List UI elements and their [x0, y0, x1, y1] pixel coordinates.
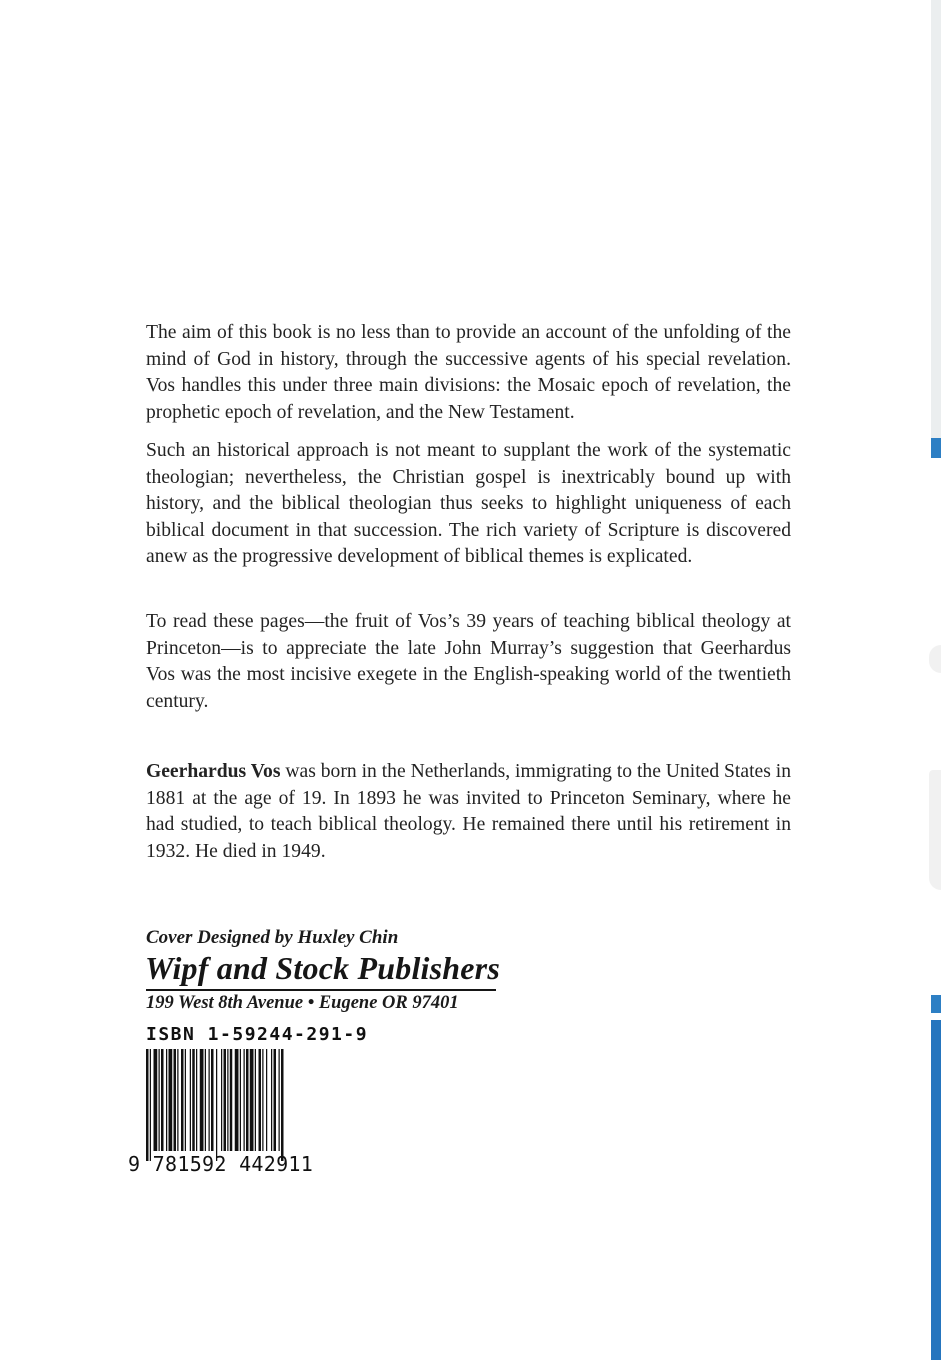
barcode-bar [230, 1049, 233, 1151]
barcode-bar [259, 1049, 262, 1151]
isbn-label: ISBN 1-59244-291-9 [146, 1024, 369, 1045]
barcode-bar [266, 1049, 267, 1151]
author-bio-text [146, 759, 791, 865]
barcode-bar [185, 1049, 186, 1151]
description-paragraph-3 [146, 609, 791, 715]
description-text: To read these pages—the fruit of Vos’s 39 years of teaching biblical theology at Princeton—is to appreciate the late John Murray’s suggestion that Geerhardus Vos was the most incisive exegete in the English-speaking world of the twentieth century. [146, 611, 791, 712]
barcode-bar [227, 1049, 228, 1151]
publisher-address: 199 West 8th Avenue • Eugene OR 97401 [146, 993, 459, 1013]
barcode-bar [281, 1049, 284, 1161]
description-paragraph-2 [146, 438, 791, 571]
barcode-bar [235, 1049, 239, 1151]
barcode-bar [250, 1049, 254, 1151]
description-paragraph-1 [146, 320, 791, 426]
cover-design-credit: Cover Designed by Huxley Chin [146, 927, 399, 948]
barcode-bar [154, 1049, 158, 1151]
barcode-bar [240, 1049, 241, 1151]
barcode-bar [224, 1049, 227, 1151]
barcode-bar [169, 1049, 173, 1151]
description-text: Such an historical approach is not meant to supplant the work of the systematic theologian; nevertheless, the Christian gospel is inextricably bound up with history, and the biblical theologian thus seeks to highlight uniqueness of each biblical document in that succession. The rich variety of Scripture is discovered anew as the progressive development of biblical themes is explicated. [146, 440, 791, 568]
barcode-bar [161, 1049, 164, 1151]
publisher-underline [146, 989, 496, 991]
barcode-bar [274, 1049, 277, 1151]
barcode-bar [209, 1049, 210, 1151]
author-name: Geerhardus Vos [146, 761, 281, 782]
barcode-bar [271, 1049, 272, 1151]
author-bio [146, 759, 791, 865]
barcode-bar [205, 1049, 206, 1151]
barcode-bar [211, 1049, 214, 1151]
barcode-bar [177, 1049, 178, 1151]
spine-blue-mark [931, 438, 941, 458]
barcode-icon [146, 1049, 336, 1161]
barcode-number: 9 781592 442911 [128, 1152, 314, 1176]
author-bio-body: was born in the Netherlands, immigrating to the United States in 1881 at the age of 19. In 1893 he was invited to Princeton Seminary, where he had studied, to teach biblical theology. He remained there until his retirement in 1932. He died in 1949. [146, 761, 791, 862]
barcode-bar [174, 1049, 177, 1151]
barcode-bar [190, 1049, 191, 1151]
barcode-bar [150, 1049, 151, 1161]
barcode-bar [166, 1049, 167, 1151]
barcode-bar [146, 1049, 149, 1161]
barcode-bar [279, 1049, 280, 1151]
barcode-bar [244, 1049, 245, 1151]
description-text: The aim of this book is no less than to provide an account of the unfolding of the mind of God in history, through the successive agents of his special revelation. Vos handles this under three main divisions: the Mosaic epoch of revelation, the prophetic epoch of revelation, and the New Testament. [146, 322, 791, 423]
spine-blue-band [931, 1020, 941, 1360]
barcode-bar [181, 1049, 184, 1151]
barcode-bar [196, 1049, 197, 1151]
spine-edge [931, 0, 941, 1360]
spine-grey-band [931, 0, 941, 438]
barcode-bar [200, 1049, 204, 1151]
barcode-bar [255, 1049, 256, 1151]
barcode-bar [246, 1049, 249, 1151]
publisher-name: Wipf and Stock Publishers [145, 950, 500, 986]
spine-decoration [929, 770, 941, 890]
barcode-bar [262, 1049, 263, 1151]
spine-blue-mark [931, 995, 941, 1013]
barcode-bar [159, 1049, 160, 1151]
barcode-bar [192, 1049, 195, 1151]
barcode-bar [216, 1049, 217, 1161]
barcode-bar [221, 1049, 222, 1151]
